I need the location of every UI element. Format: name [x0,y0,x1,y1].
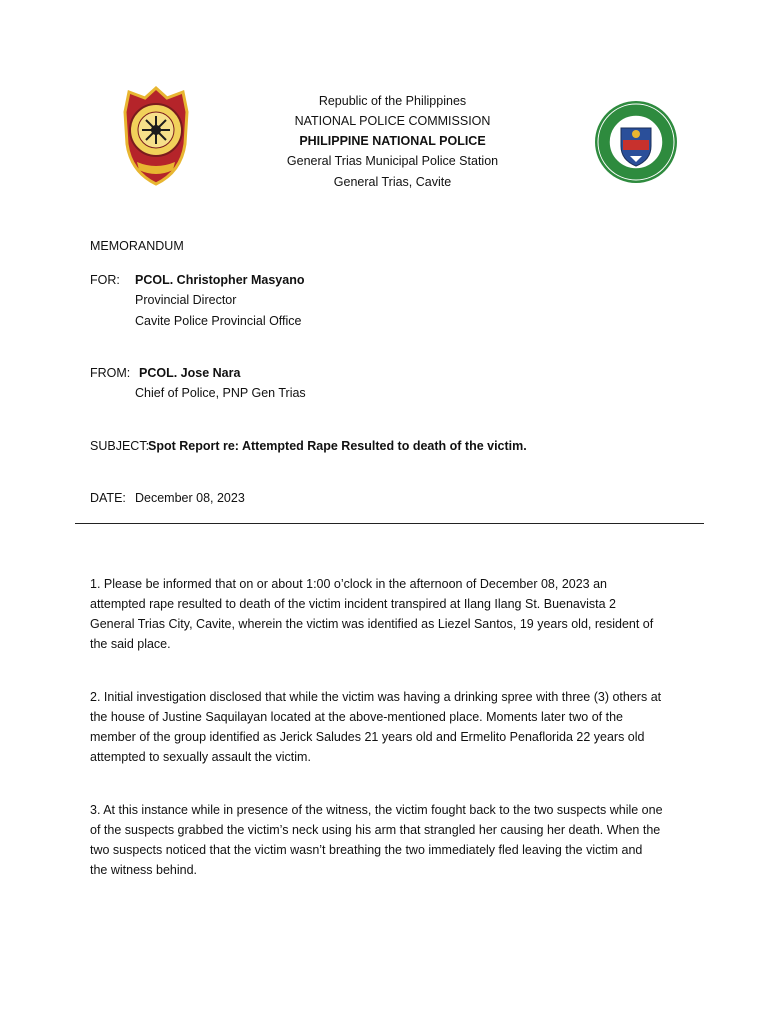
paragraph-1-line-4: the said place. [90,637,171,651]
for-title-1: Provincial Director [135,293,237,307]
paragraph-2-line-4: attempted to sexually assault the victim. [90,750,311,764]
pnp-logo [119,84,193,188]
paragraph-1-line-1: 1. Please be informed that on or about 1:00 o’clock in the afternoon of December 08, 2023 an [90,577,608,591]
header-location: General Trias, Cavite [333,175,452,189]
subject-label: SUBJECT: [90,439,150,453]
paragraph-2-line-3: member of the group identified as Jerick Saludes 21 years old and Ermelito Penaflorida 22 years old [90,730,645,744]
for-title-2: Cavite Police Provincial Office [135,314,302,328]
paragraph-1-line-2: attempted rape resulted to death of the victim incident transpired at Ilang Ilang St. Buenavista 2 [90,597,617,611]
header-pnp: PHILIPPINE NATIONAL POLICE [299,134,486,148]
paragraph-2-line-1: 2. Initial investigation disclosed that while the victim was having a drinking spree with three (3) others at [90,690,662,704]
subject-text: Spot Report re: Attempted Rape Resulted to death of the victim. [148,439,527,453]
paragraph-2-line-2: the house of Justine Saquilayan located at the above-mentioned place. Moments later two of the [90,710,623,724]
from-title: Chief of Police, PNP Gen Trias [135,386,306,400]
header-napolcom: NATIONAL POLICE COMMISSION [294,114,491,128]
memo-title: MEMORANDUM [90,239,184,253]
paragraph-3-line-2: of the suspects grabbed the victim’s neck using his arm that strangled her causing her death. When the [90,823,661,837]
header-station: General Trias Municipal Police Station [286,154,499,168]
divider-line [75,523,704,524]
general-trias-seal [594,100,678,184]
for-label: FOR: [90,273,120,287]
date-label: DATE: [90,491,126,505]
from-name: PCOL. Jose Nara [139,366,241,380]
from-label: FROM: [90,366,131,380]
header-republic: Republic of the Philippines [318,94,467,108]
paragraph-3-line-3: two suspects noticed that the victim wasn’t breathing the two immediately fled leaving the victim and [90,843,643,857]
date-value: December 08, 2023 [135,491,245,505]
paragraph-1-line-3: General Trias City, Cavite, wherein the victim was identified as Liezel Santos, 19 years old, resident of [90,617,654,631]
paragraph-3-line-4: the witness behind. [90,863,198,877]
paragraph-3-line-1: 3. At this instance while in presence of the witness, the victim fought back to the two suspects while one [90,803,663,817]
for-name: PCOL. Christopher Masyano [135,273,305,287]
